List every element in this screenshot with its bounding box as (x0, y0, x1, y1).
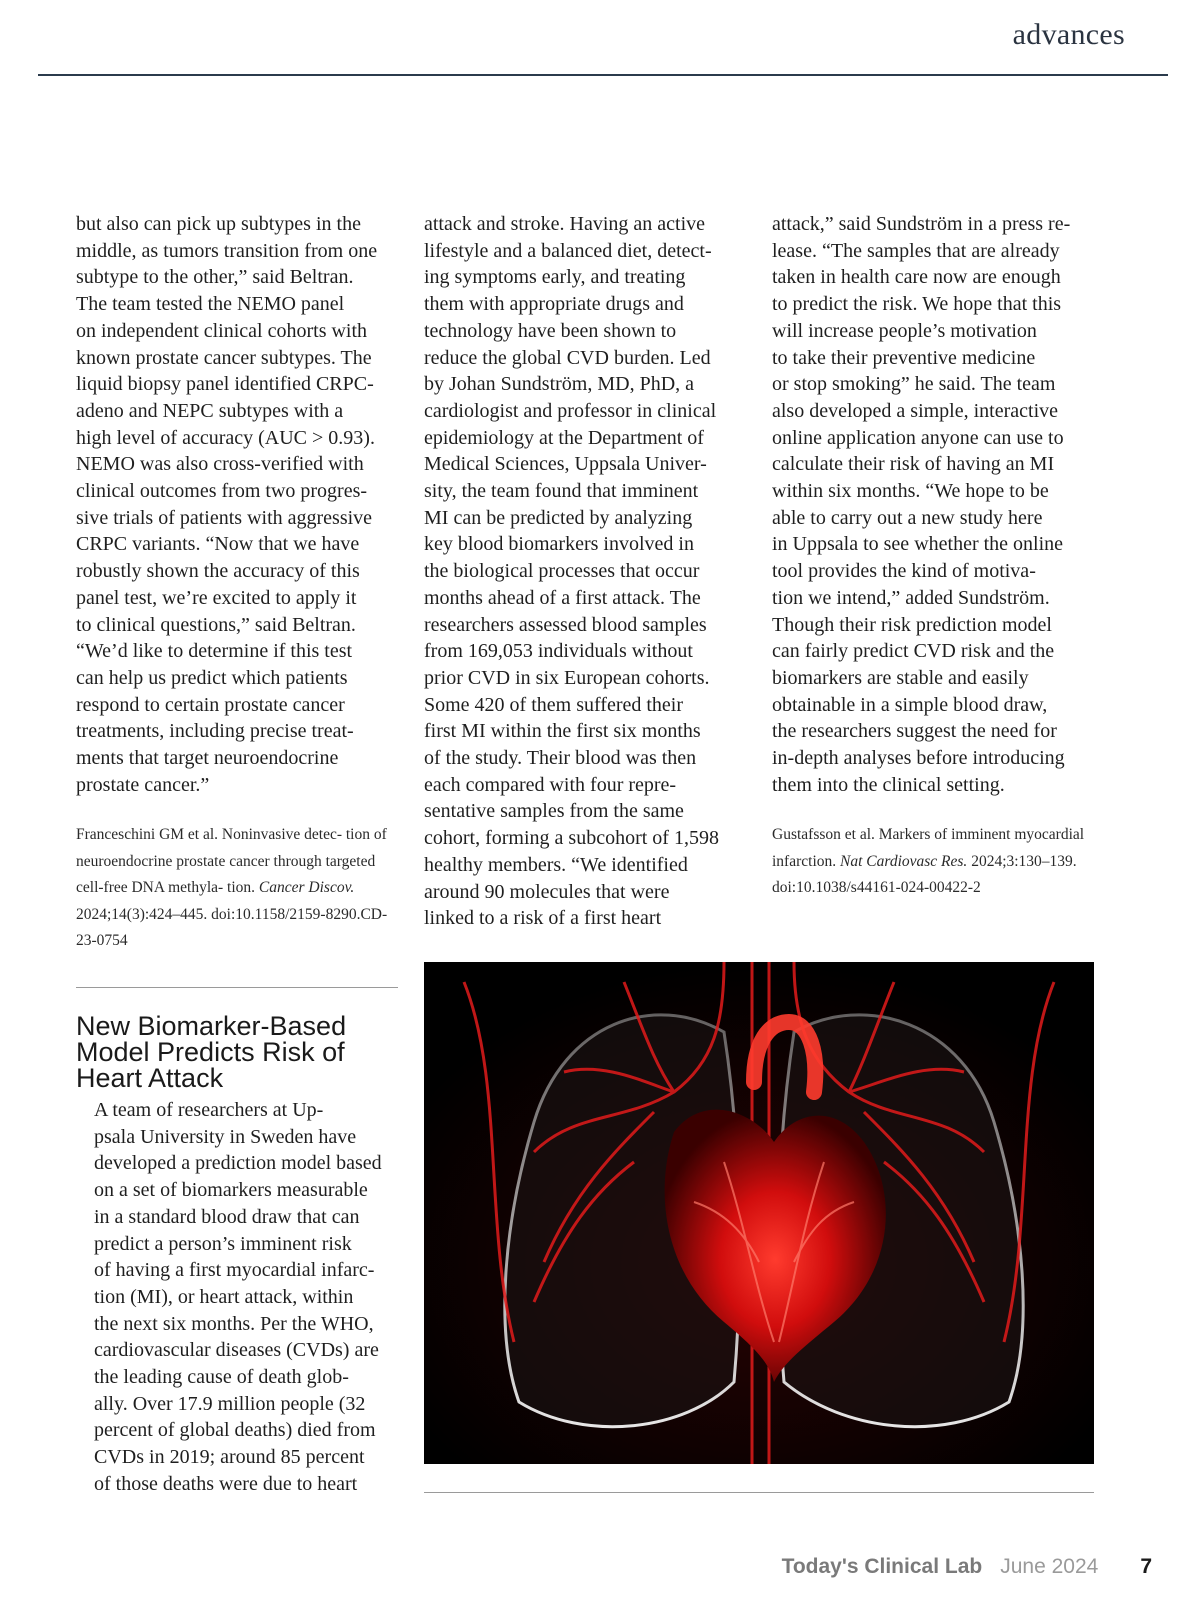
text-line: tool provides the kind of motiva- (772, 560, 1036, 583)
text-line: CRPC variants. “Now that we have (76, 533, 360, 556)
figure-divider (424, 1492, 1094, 1493)
citation-journal: Cancer Discov. (258, 879, 355, 897)
text-line: around 90 molecules that were (424, 880, 670, 903)
page-number: 7 (1140, 1555, 1152, 1578)
text-line: robustly shown the accuracy of this (76, 560, 360, 583)
issue-date: June 2024 (1000, 1555, 1099, 1578)
section-label: advances (1012, 18, 1125, 51)
heart-lungs-illustration (424, 962, 1094, 1464)
text-line: healthy members. “We identified (424, 853, 688, 876)
text-line: NEMO was also cross-verified with (76, 453, 364, 476)
text-line: treatments, including precise treat- (76, 720, 354, 743)
text-line: in a standard blood draw that can (94, 1205, 360, 1228)
text-line: the leading cause of death glob- (94, 1366, 349, 1389)
text-line: cohort, forming a subcohort of 1,598 (424, 827, 719, 850)
text-line: in Uppsala to see whether the online (772, 533, 1064, 556)
citation-franceschini (76, 822, 402, 955)
magazine-name: Today's Clinical Lab (781, 1555, 983, 1578)
text-line: Some 420 of them suffered their (424, 693, 684, 716)
text-line: attack and stroke. Having an active (424, 213, 705, 235)
text-line: on independent clinical cohorts with (76, 319, 368, 342)
text-line: able to carry out a new study here (772, 506, 1043, 529)
text-line: tion we intend,” added Sundström. (772, 586, 1050, 609)
text-line: tion (MI), or heart attack, within (94, 1285, 354, 1308)
text-line: them into the clinical setting. (772, 773, 1005, 796)
text-line: them with appropriate drugs and (424, 293, 684, 316)
text-line: CVDs in 2019; around 85 percent (94, 1446, 365, 1469)
text-line: attack,” said Sundström in a press re- (772, 213, 1071, 235)
column-1-body (76, 211, 402, 798)
text-line: from 169,053 individuals without (424, 640, 693, 663)
text-line: the researchers suggest the need for (772, 720, 1057, 743)
text-line: first MI within the first six months (424, 720, 701, 743)
text-line: the next six months. Per the WHO, (94, 1312, 374, 1335)
citation-text: Franceschini GM et al. Noninvasive detec- tion of neuroendocrine prostate cancer through targeted cell-free DNA methyla- tion. (76, 826, 387, 897)
text-line: calculate their risk of having an MI (772, 453, 1055, 476)
citation-text: Gustafsson et al. Markers of imminent myocardial infarction. (772, 826, 1085, 870)
text-line: lease. “The samples that are already (772, 239, 1060, 262)
text-line: developed a prediction model based (94, 1152, 382, 1175)
citation-journal: Nat Cardiovasc Res. (840, 852, 968, 870)
text-line: also developed a simple, interactive (772, 399, 1059, 422)
column-2-body (424, 211, 750, 932)
article-lead (76, 1097, 402, 1498)
text-line: to predict the risk. We hope that this (772, 293, 1062, 316)
text-line: MI can be predicted by analyzing (424, 506, 693, 529)
text-line: technology have been shown to (424, 319, 677, 342)
text-line: or stop smoking” he said. The team (772, 373, 1056, 396)
text-line: predict a person’s imminent risk (94, 1232, 352, 1255)
text-line: key blood biomarkers involved in (424, 533, 694, 556)
text-line: A team of researchers at Up- (94, 1099, 324, 1121)
article-divider (76, 987, 398, 988)
text-line: prostate cancer.” (76, 773, 210, 796)
column-2 (424, 211, 750, 932)
text-line: adeno and NEPC subtypes with a (76, 399, 344, 422)
text-line: cardiovascular diseases (CVDs) are (94, 1339, 379, 1362)
text-line: epidemiology at the Department of (424, 426, 704, 449)
text-line: biomarkers are stable and easily (772, 666, 1029, 689)
text-line: prior CVD in six European cohorts. (424, 666, 710, 689)
text-line: middle, as tumors transition from one (76, 239, 378, 262)
text-line: cardiologist and professor in clinical (424, 399, 717, 422)
text-line: clinical outcomes from two progres- (76, 480, 368, 503)
article-headline: New Biomarker-Based Model Predicts Risk of Heart Attack (76, 1011, 347, 1093)
header-rule (38, 74, 1168, 76)
text-line: high level of accuracy (AUC > 0.93). (76, 426, 375, 449)
text-line: online application anyone can use to (772, 426, 1064, 449)
text-line: panel test, we’re excited to apply it (76, 586, 357, 609)
text-line: sity, the team found that imminent (424, 480, 699, 503)
text-line: to take their preventive medicine (772, 346, 1036, 369)
text-line: but also can pick up subtypes in the (76, 213, 361, 235)
text-line: ally. Over 17.9 million people (32 (94, 1392, 366, 1415)
text-line: will increase people’s motivation (772, 319, 1037, 342)
citation-ref: 2024;14(3):424–445. doi:10.1158/2159-8290.CD-23-0754 (76, 905, 388, 950)
text-line: ments that target neuroendocrine (76, 747, 339, 770)
text-line: sive trials of patients with aggressive (76, 506, 373, 529)
text-line: of having a first myocardial infarc- (94, 1259, 375, 1282)
heart-lungs-graphic (424, 962, 1094, 1464)
text-line: sentative samples from the same (424, 800, 684, 823)
text-line: within six months. “We hope to be (772, 480, 1049, 503)
text-line: reduce the global CVD burden. Led (424, 346, 711, 369)
text-line: percent of global deaths) died from (94, 1419, 376, 1442)
text-line: each compared with four repre- (424, 773, 677, 796)
text-line: Medical Sciences, Uppsala Univer- (424, 453, 707, 476)
text-line: Though their risk prediction model (772, 613, 1052, 636)
citation-ref: 2024;3:130–139. doi:10.1038/s44161-024-00422-2 (772, 852, 1077, 897)
text-line: can fairly predict CVD risk and the (772, 640, 1055, 663)
column-1 (76, 211, 402, 955)
text-line: in-depth analyses before introducing (772, 747, 1065, 770)
text-line: known prostate cancer subtypes. The (76, 346, 372, 369)
text-line: linked to a risk of a first heart (424, 907, 662, 930)
text-line: on a set of biomarkers measurable (94, 1179, 368, 1202)
citation-gustafsson (772, 822, 1098, 902)
text-line: subtype to the other,” said Beltran. (76, 266, 354, 289)
text-line: the biological processes that occur (424, 560, 700, 583)
text-line: of those deaths were due to heart (94, 1472, 358, 1495)
column-3 (772, 211, 1098, 902)
text-line: researchers assessed blood samples (424, 613, 707, 636)
text-line: liquid biopsy panel identified CRPC- (76, 373, 374, 396)
text-line: to clinical questions,” said Beltran. (76, 613, 356, 636)
text-line: of the study. Their blood was then (424, 747, 697, 770)
text-line: months ahead of a first attack. The (424, 586, 701, 609)
page-footer (782, 1555, 1152, 1579)
text-line: lifestyle and a balanced diet, detect- (424, 239, 712, 262)
column-3-body (772, 211, 1098, 798)
text-line: The team tested the NEMO panel (76, 293, 345, 316)
text-line: can help us predict which patients (76, 666, 348, 689)
text-line: by Johan Sundström, MD, PhD, a (424, 373, 695, 396)
text-line: obtainable in a simple blood draw, (772, 693, 1048, 716)
text-line: ing symptoms early, and treating (424, 266, 686, 289)
text-line: psala University in Sweden have (94, 1125, 357, 1148)
text-line: respond to certain prostate cancer (76, 693, 345, 716)
text-line: taken in health care now are enough (772, 266, 1061, 289)
text-line: “We’d like to determine if this test (76, 640, 353, 663)
